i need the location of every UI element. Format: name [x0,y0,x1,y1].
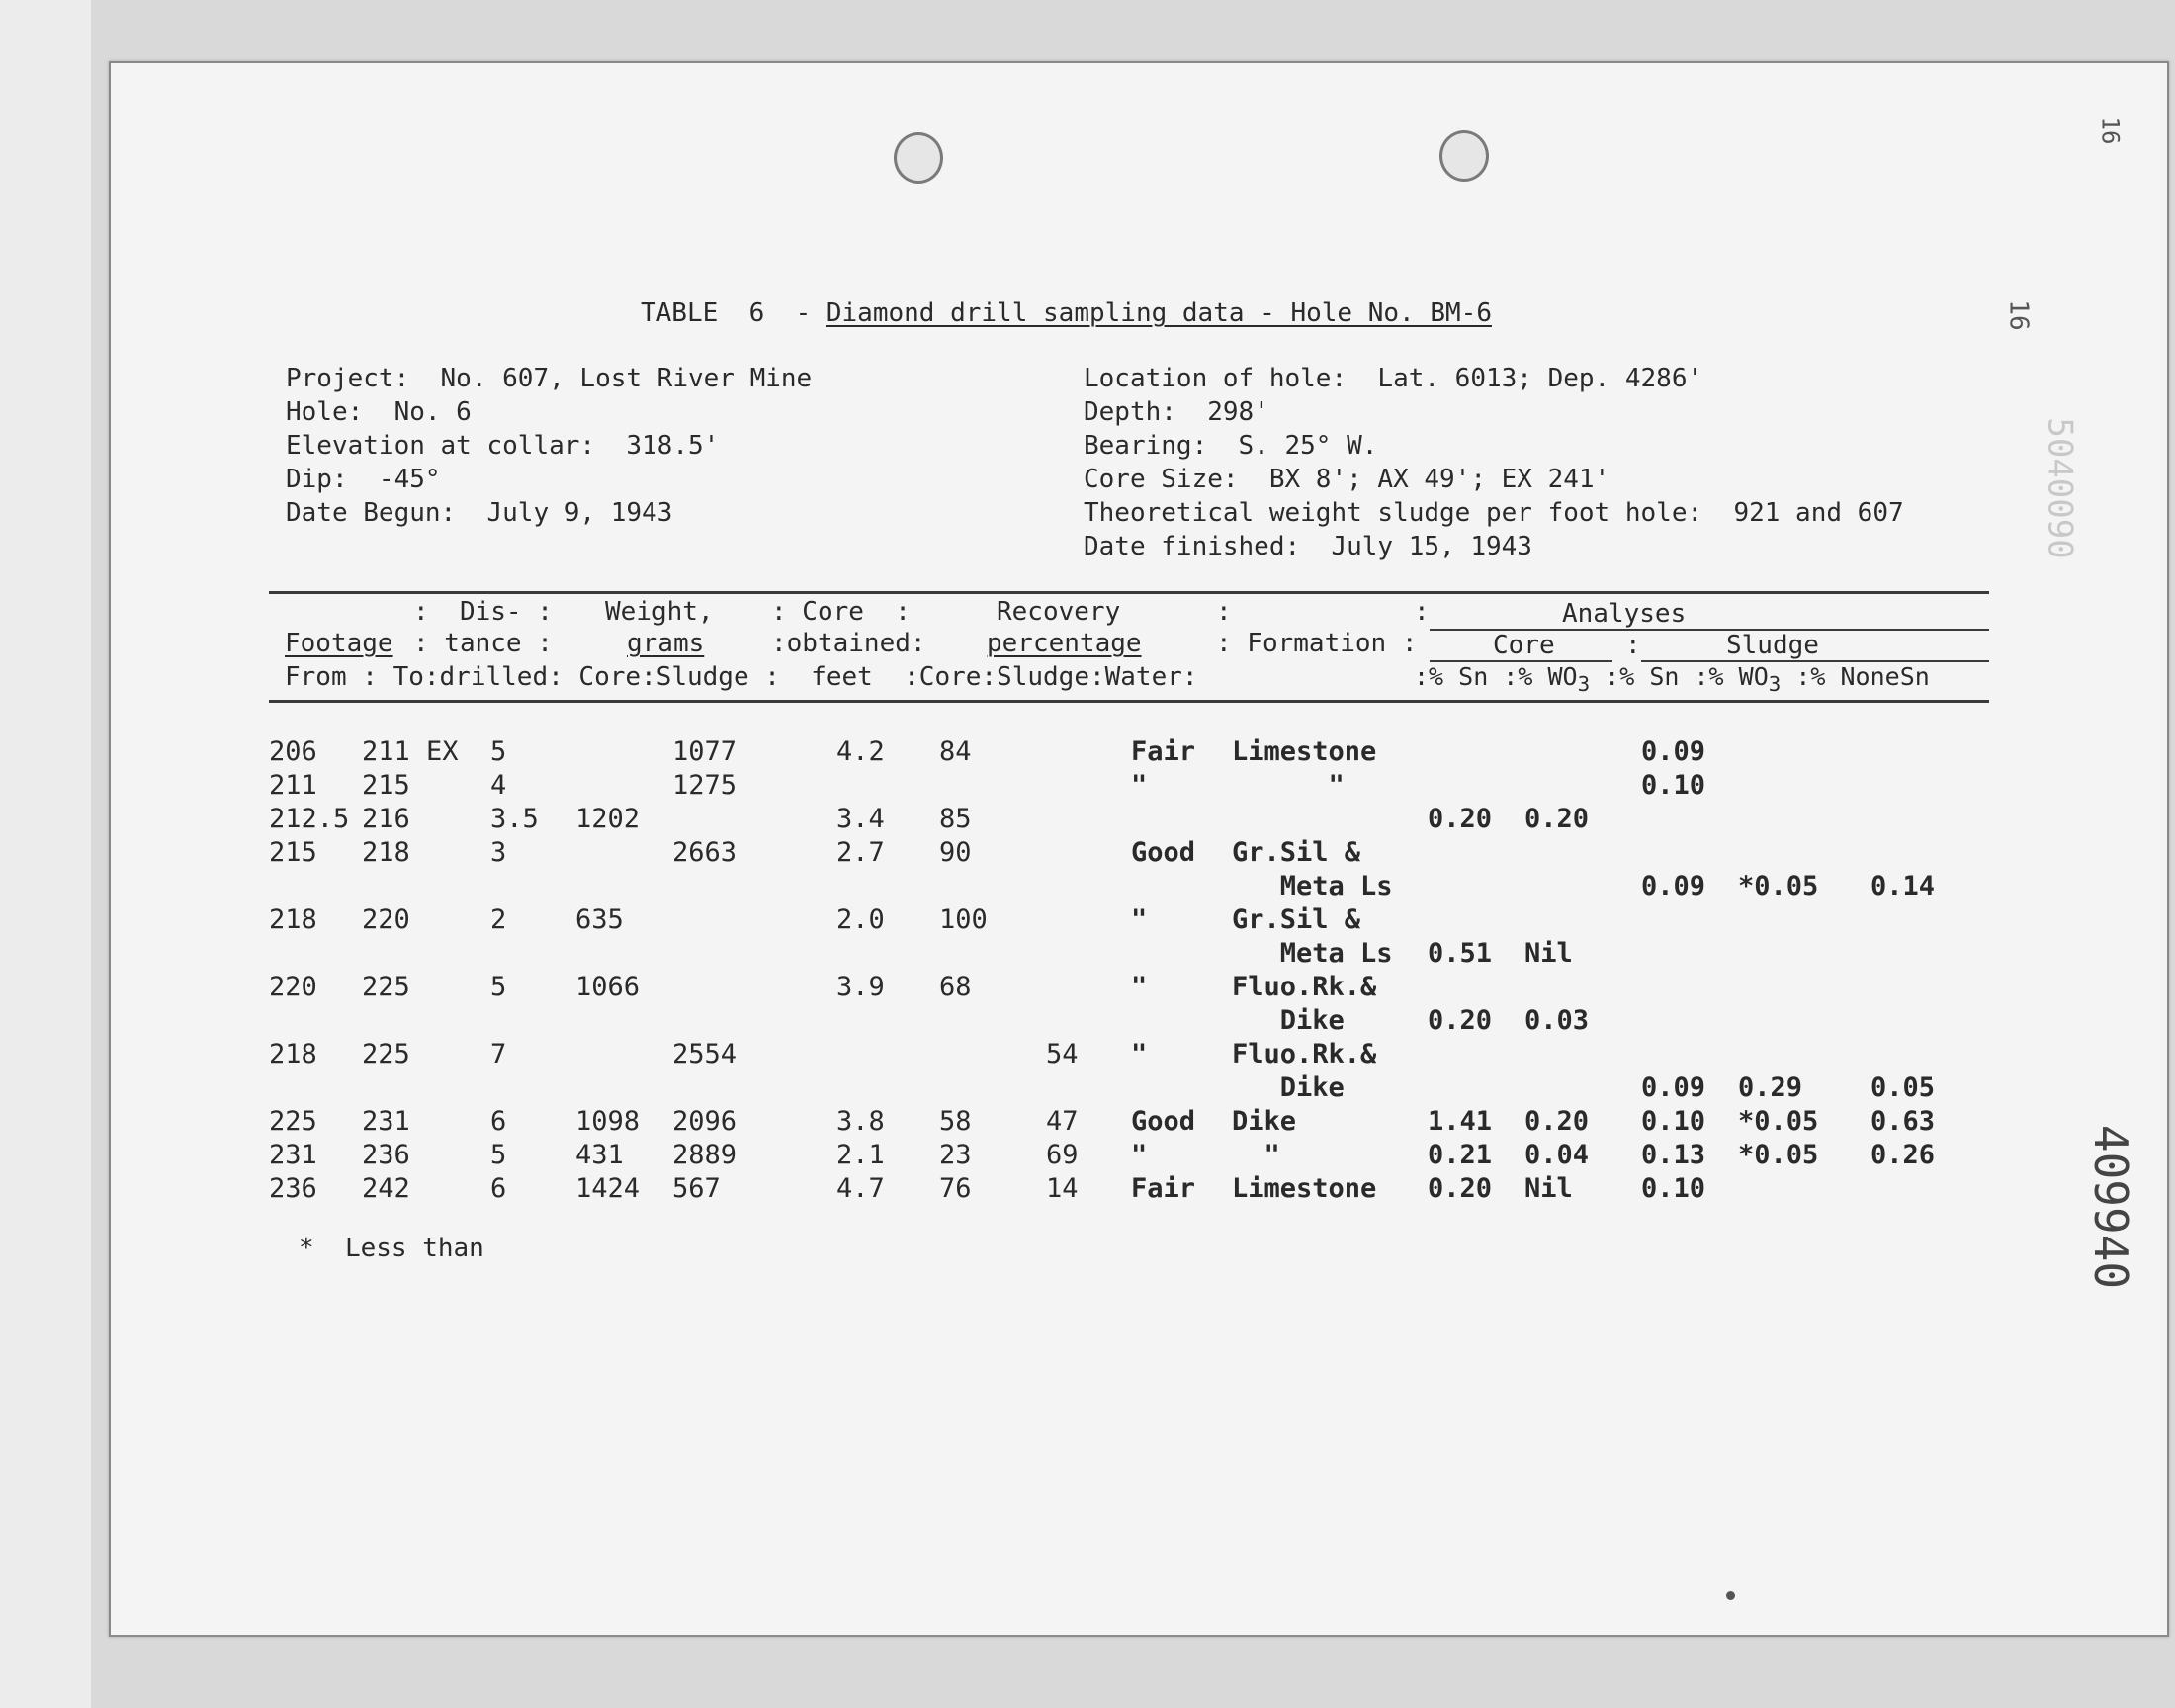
table-title [641,299,1492,328]
cell-wcore: 635 [575,904,624,935]
scanner-margin [0,0,91,1708]
title-dash: - [795,299,812,328]
cell-drilled: 2 [490,904,507,935]
cell-snone: 0.05 [1870,1072,1936,1103]
cell-csn: 0.51 [1428,938,1493,969]
cell-water: Good [1131,1106,1196,1137]
hdr-distance-1: : Dis- : [413,597,553,627]
cell-ssn: 0.09 [1641,871,1706,901]
cell-from: 218 [269,904,317,935]
hdr-formation: : Formation : [1216,629,1418,658]
cell-wsludge: 2663 [672,837,738,868]
info-core-size: Core Size: BX 8'; AX 49'; EX 241' [1084,465,1610,494]
cell-rcore: 90 [939,837,972,868]
punch-hole [1439,130,1489,182]
cell-to: 242 [362,1173,410,1204]
cell-feet: 3.9 [836,972,885,1002]
cell-wsludge: 2889 [672,1140,738,1170]
info-project: Project: No. 607, Lost River Mine [286,364,813,393]
cell-feet: 3.8 [836,1106,885,1137]
cell-csn: 0.20 [1428,1173,1493,1204]
hdr-core-wo3-sub: 3 [1577,672,1591,696]
cell-rcore: 58 [939,1106,972,1137]
hdr-recovery-1: Recovery [997,597,1121,627]
hdr-analyses-sludge: Sludge [1726,631,1819,660]
document-sheet [109,61,2169,1637]
cell-snone: 0.63 [1870,1106,1936,1137]
cell-to: 231 [362,1106,410,1137]
cell-from: 215 [269,837,317,868]
cell-drilled: 6 [490,1173,507,1204]
cell-formation: Fluo.Rk.& [1232,1039,1377,1069]
title-text: Diamond drill sampling data - Hole No. BM-6 [826,299,1492,328]
cell-ssn: 0.09 [1641,1072,1706,1103]
cell-swo3: *0.05 [1738,1140,1819,1170]
header-bottom-rule [269,700,1989,703]
hdr-percentage: percentage [987,629,1142,658]
cell-feet: 4.7 [836,1173,885,1204]
cell-wcore: 1424 [575,1173,641,1204]
cell-drilled: 5 [490,972,507,1002]
info-elevation: Elevation at collar: 318.5' [286,431,720,461]
cell-water: " [1131,972,1148,1002]
punch-hole [894,132,943,184]
cell-cwo3: 0.03 [1524,1005,1590,1036]
cell-feet: 3.4 [836,804,885,834]
cell-formation: Limestone [1232,1173,1377,1204]
vertical-number: 409940 [2084,1124,2138,1290]
cell-water: " [1131,1039,1148,1069]
cell-water: " [1131,904,1148,935]
cell-formation: Dike [1232,1072,1345,1103]
cell-from: 212.5 [269,804,350,834]
cell-formation: " [1232,1140,1280,1170]
cell-water: Fair [1131,1173,1196,1204]
cell-formation: Dike [1232,1005,1345,1036]
cell-wsludge: 2554 [672,1039,738,1069]
cell-from: 220 [269,972,317,1002]
cell-water: " [1131,1140,1148,1170]
cell-wcore: 1066 [575,972,641,1002]
cell-cwo3: Nil [1524,1173,1573,1204]
cell-cwo3: 0.20 [1524,804,1590,834]
hdr-core-sn-wo3: :% Sn :% WO [1414,662,1578,691]
hdr-analyses-core: Core [1493,631,1555,660]
cell-csn: 1.41 [1428,1106,1493,1137]
cell-drilled: 3.5 [490,804,539,834]
cell-feet: 2.7 [836,837,885,868]
cell-drilled: 6 [490,1106,507,1137]
cell-feet: 2.0 [836,904,885,935]
cell-ssn: 0.10 [1641,1106,1706,1137]
cell-formation: Meta Ls [1232,938,1393,969]
cell-water: Good [1131,837,1196,868]
cell-wsludge: 567 [672,1173,721,1204]
cell-drilled: 4 [490,770,507,801]
cell-from: 236 [269,1173,317,1204]
cell-rsludge: 14 [1046,1173,1079,1204]
info-dip: Dip: -45° [286,465,441,494]
cell-cwo3: 0.20 [1524,1106,1590,1137]
side-page-number: 16 [2003,299,2034,331]
cell-rsludge: 54 [1046,1039,1079,1069]
cell-formation: " [1232,770,1345,801]
hdr-sep-3: : [1625,631,1641,660]
cell-feet: 2.1 [836,1140,885,1170]
cell-drilled: 7 [490,1039,507,1069]
cell-ssn: 0.10 [1641,770,1706,801]
footnote: * Less than [299,1234,484,1263]
cell-formation: Fluo.Rk.& [1232,972,1377,1002]
info-hole: Hole: No. 6 [286,397,472,427]
cell-csn: 0.20 [1428,1005,1493,1036]
cell-ssn: 0.10 [1641,1173,1706,1204]
cell-wsludge: 1275 [672,770,738,801]
cell-cwo3: Nil [1524,938,1573,969]
cell-drilled: 3 [490,837,507,868]
cell-cwo3: 0.04 [1524,1140,1590,1170]
hdr-footage: Footage [285,629,393,658]
cell-rcore: 76 [939,1173,972,1204]
cell-formation: Limestone [1232,736,1377,767]
cell-swo3: *0.05 [1738,871,1819,901]
cell-wcore: 1098 [575,1106,641,1137]
info-location: Location of hole: Lat. 6013; Dep. 4286' [1084,364,1703,393]
hdr-core-obtained-1: : Core : [771,597,911,627]
info-date-begun: Date Begun: July 9, 1943 [286,498,673,528]
faint-stamp: 5040090 [2040,417,2080,559]
cell-csn: 0.20 [1428,804,1493,834]
hdr-analysis-columns [1414,662,1930,699]
cell-to: 236 [362,1140,410,1170]
info-date-finished: Date finished: July 15, 1943 [1084,532,1532,561]
hdr-core-obtained-2: :obtained: [771,629,926,658]
cell-rcore: 100 [939,904,988,935]
cell-rcore: 84 [939,736,972,767]
cell-water: Fair [1131,736,1196,767]
table-top-rule [269,591,1989,594]
cell-formation: Dike [1232,1106,1297,1137]
cell-to: 220 [362,904,410,935]
cell-to: 218 [362,837,410,868]
cell-formation: Gr.Sil & [1232,837,1361,868]
cell-feet: 4.2 [836,736,885,767]
title-prefix: TABLE [641,299,719,328]
cell-from: 218 [269,1039,317,1069]
cell-wsludge: 2096 [672,1106,738,1137]
cell-rsludge: 69 [1046,1140,1079,1170]
cell-to: 216 [362,804,410,834]
title-number: 6 [748,299,765,328]
cell-snone: 0.26 [1870,1140,1936,1170]
cell-drilled: 5 [490,736,507,767]
cell-rsludge: 47 [1046,1106,1079,1137]
hdr-grams: grams [627,629,705,658]
cell-wcore: 431 [575,1140,624,1170]
cell-from: 211 [269,770,317,801]
cell-from: 225 [269,1106,317,1137]
hdr-nonesn: :% NoneSn [1781,662,1930,691]
cell-from: 231 [269,1140,317,1170]
cell-to: 215 [362,770,410,801]
cell-wcore: 1202 [575,804,641,834]
hdr-sep-1: : [1216,597,1232,627]
hdr-sludge-wo3-sub: 3 [1768,672,1782,696]
cell-to: 225 [362,1039,410,1069]
cell-rcore: 85 [939,804,972,834]
cell-ssn: 0.09 [1641,736,1706,767]
cell-formation: Gr.Sil & [1232,904,1361,935]
cell-ssn: 0.13 [1641,1140,1706,1170]
cell-rcore: 68 [939,972,972,1002]
hdr-weight-1: Weight, [605,597,714,627]
cell-snone: 0.14 [1870,871,1936,901]
cell-water: " [1131,770,1148,801]
hdr-sep-2: : [1414,597,1430,627]
ink-dot [1726,1591,1735,1600]
cell-to: 225 [362,972,410,1002]
hdr-columns: From : To:drilled: Core:Sludge : feet :Core:Sludge:Water: [285,662,1198,692]
hdr-sludge-sn-wo3: :% Sn :% WO [1590,662,1769,691]
cell-wsludge: 1077 [672,736,738,767]
info-bearing: Bearing: S. 25° W. [1084,431,1378,461]
margin-mark: 16 [2096,116,2125,145]
cell-csn: 0.21 [1428,1140,1493,1170]
cell-swo3: 0.29 [1738,1072,1803,1103]
info-theoretical-weight: Theoretical weight sludge per foot hole: 921 and 607 [1084,498,1904,528]
cell-formation: Meta Ls [1232,871,1393,901]
hdr-analyses: Analyses [1562,599,1687,629]
info-depth: Depth: 298' [1084,397,1269,427]
hdr-distance-2: : tance : [413,629,553,658]
cell-to: 211 EX [362,736,459,767]
cell-from: 206 [269,736,317,767]
cell-drilled: 5 [490,1140,507,1170]
cell-rcore: 23 [939,1140,972,1170]
cell-swo3: *0.05 [1738,1106,1819,1137]
